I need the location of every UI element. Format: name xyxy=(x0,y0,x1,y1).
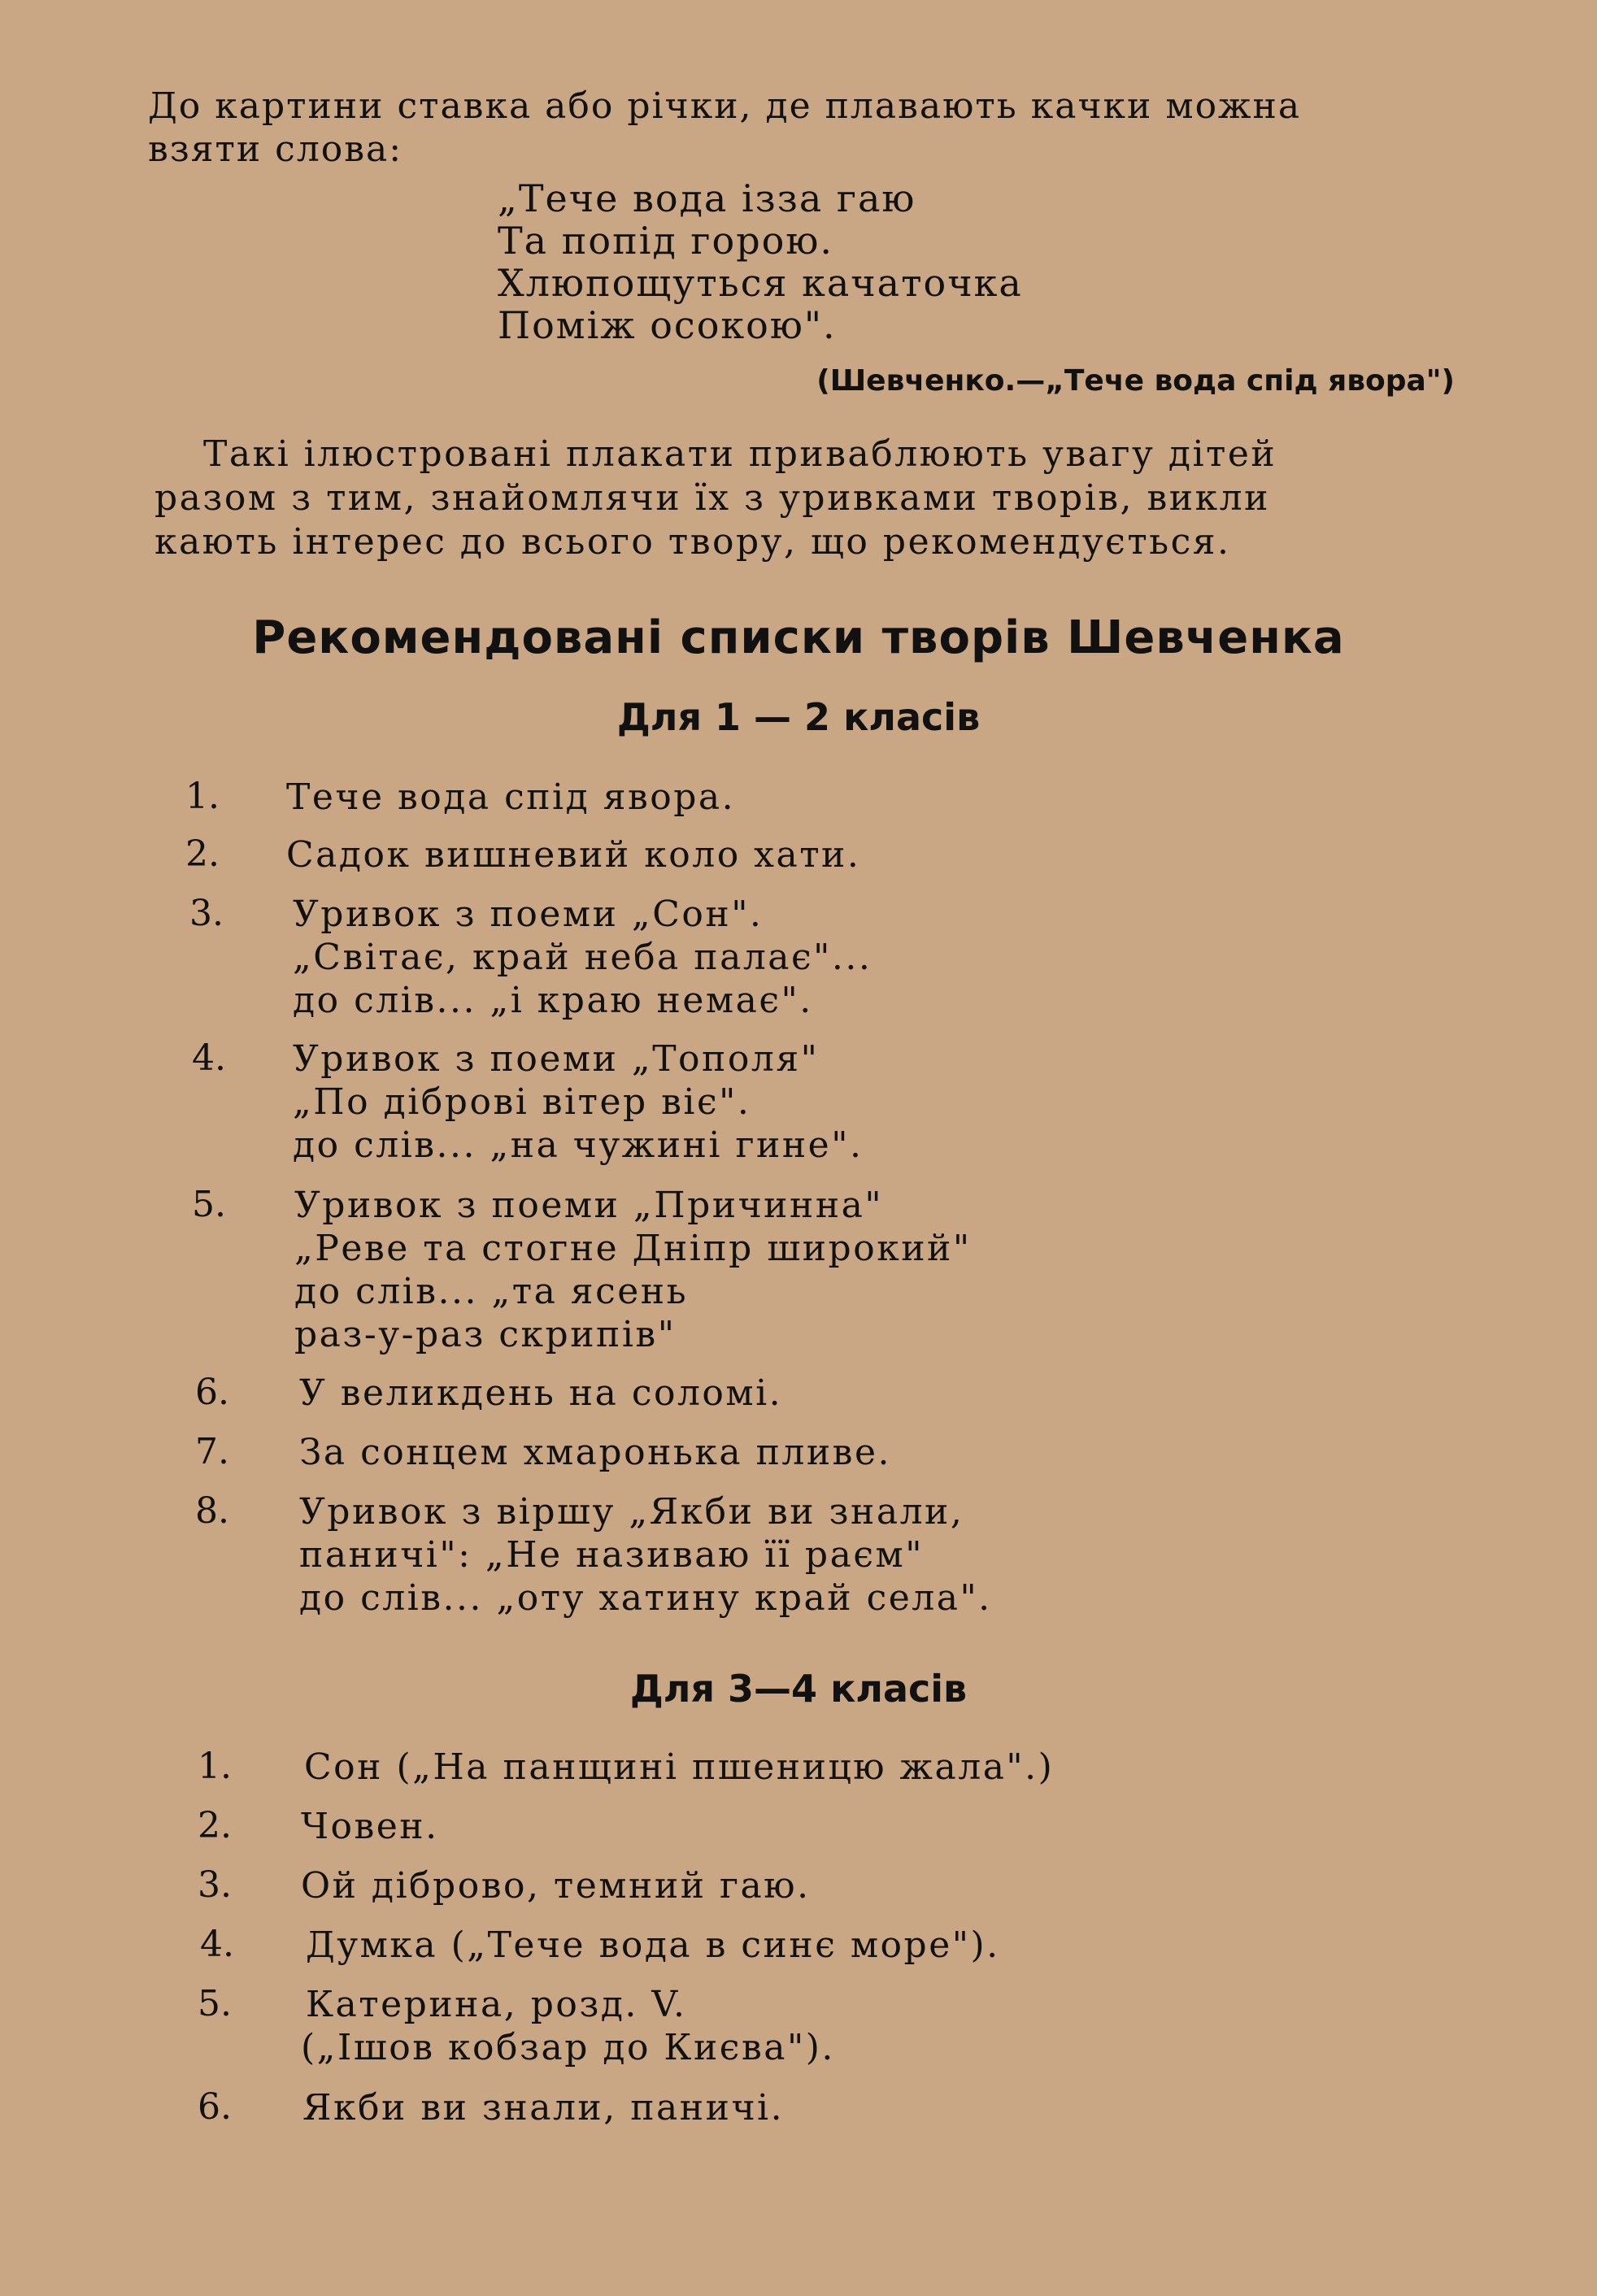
list-item-number: 2. xyxy=(185,833,220,875)
list-item-line: „Реве та стогне Дніпр широкий" xyxy=(294,1228,972,1269)
list-item-number: 6. xyxy=(195,1372,229,1413)
list-item-number: 8. xyxy=(195,1490,229,1532)
list-item-line: Уривок з поеми „Причинна" xyxy=(294,1185,884,1226)
paragraph-line: Такі ілюстровані плакати приваблюють увагу дітей xyxy=(203,433,1277,475)
list-item-line: Тече вода спід явора. xyxy=(286,776,736,818)
list-item-line: „По діброві вітер віє". xyxy=(293,1081,751,1123)
list-item-number: 1. xyxy=(198,1746,232,1787)
intro-line: взяти слова: xyxy=(148,128,403,170)
main-heading: Рекомендовані списки творів Шевченка xyxy=(252,611,1345,664)
list-item-number: 5. xyxy=(192,1184,226,1225)
list-item-line: Катерина, розд. V. xyxy=(306,1984,687,2025)
list-item-number: 3. xyxy=(189,893,224,934)
list-item-number: 3. xyxy=(198,1864,232,1906)
list-item-line: Якби ви знали, паничі. xyxy=(302,2087,785,2129)
poem-attribution: (Шевченко.—„Тече вода спід явора") xyxy=(816,364,1455,398)
list-item-number: 4. xyxy=(200,1924,234,1965)
list-item-number: 2. xyxy=(198,1805,232,1846)
list-item-number: 1. xyxy=(185,776,220,817)
list-item-line: до слів... „та ясень xyxy=(294,1271,689,1312)
list-item-line: до слів... „на чужині гине". xyxy=(293,1124,864,1166)
list-item-line: Садок вишневий коло хати. xyxy=(286,834,861,876)
list-item-number: 6. xyxy=(198,2086,232,2128)
list-item-line: („Ішов кобзар до Києва"). xyxy=(301,2027,835,2068)
poem-line: Та попід горою. xyxy=(498,219,834,263)
list-item-line: За сонцем хмаронька пливе. xyxy=(299,1432,891,1473)
section-heading: Для 3—4 класів xyxy=(629,1667,968,1711)
paragraph-line: кають інтерес до всього твору, що рекомендується. xyxy=(154,521,1231,563)
list-item-line: „Світає, край неба палає"... xyxy=(293,937,872,978)
poem-line: „Тече вода ізза гаю xyxy=(498,176,916,220)
list-item-line: Думка („Тече вода в синє море"). xyxy=(306,1924,1000,1966)
paragraph-line: разом з тим, знайомлячи їх з уривками творів, викли xyxy=(154,477,1270,519)
list-item-line: раз-у-раз скрипів" xyxy=(294,1314,677,1355)
list-item-number: 5. xyxy=(198,1983,232,2024)
poem-line: Поміж осокою". xyxy=(498,303,837,347)
list-item-line: Сон („На панщині пшеницю жала".) xyxy=(304,1746,1055,1788)
list-item-line: Уривок з поеми „Тополя" xyxy=(293,1038,820,1080)
list-item-line: У великдень на соломі. xyxy=(299,1372,783,1414)
list-item-line: Уривок з поеми „Сон". xyxy=(293,894,764,935)
list-item-line: до слів... „і краю немає". xyxy=(293,980,813,1021)
list-item-line: паничі": „Не називаю її раєм" xyxy=(299,1534,924,1576)
list-item-number: 4. xyxy=(192,1037,226,1079)
intro-line: До картини ставка або річки, де плавають качки можна xyxy=(148,85,1302,127)
list-item-number: 7. xyxy=(195,1431,229,1472)
poem-line: Хлюпощуться качаточка xyxy=(498,261,1023,305)
section-heading: Для 1 — 2 класів xyxy=(616,695,981,739)
list-item-line: Ой діброво, темний гаю. xyxy=(301,1865,811,1907)
list-item-line: Уривок з віршу „Якби ви знали, xyxy=(299,1491,964,1533)
list-item-line: до слів... „оту хатину край села". xyxy=(299,1577,992,1619)
list-item-line: Човен. xyxy=(301,1806,439,1847)
